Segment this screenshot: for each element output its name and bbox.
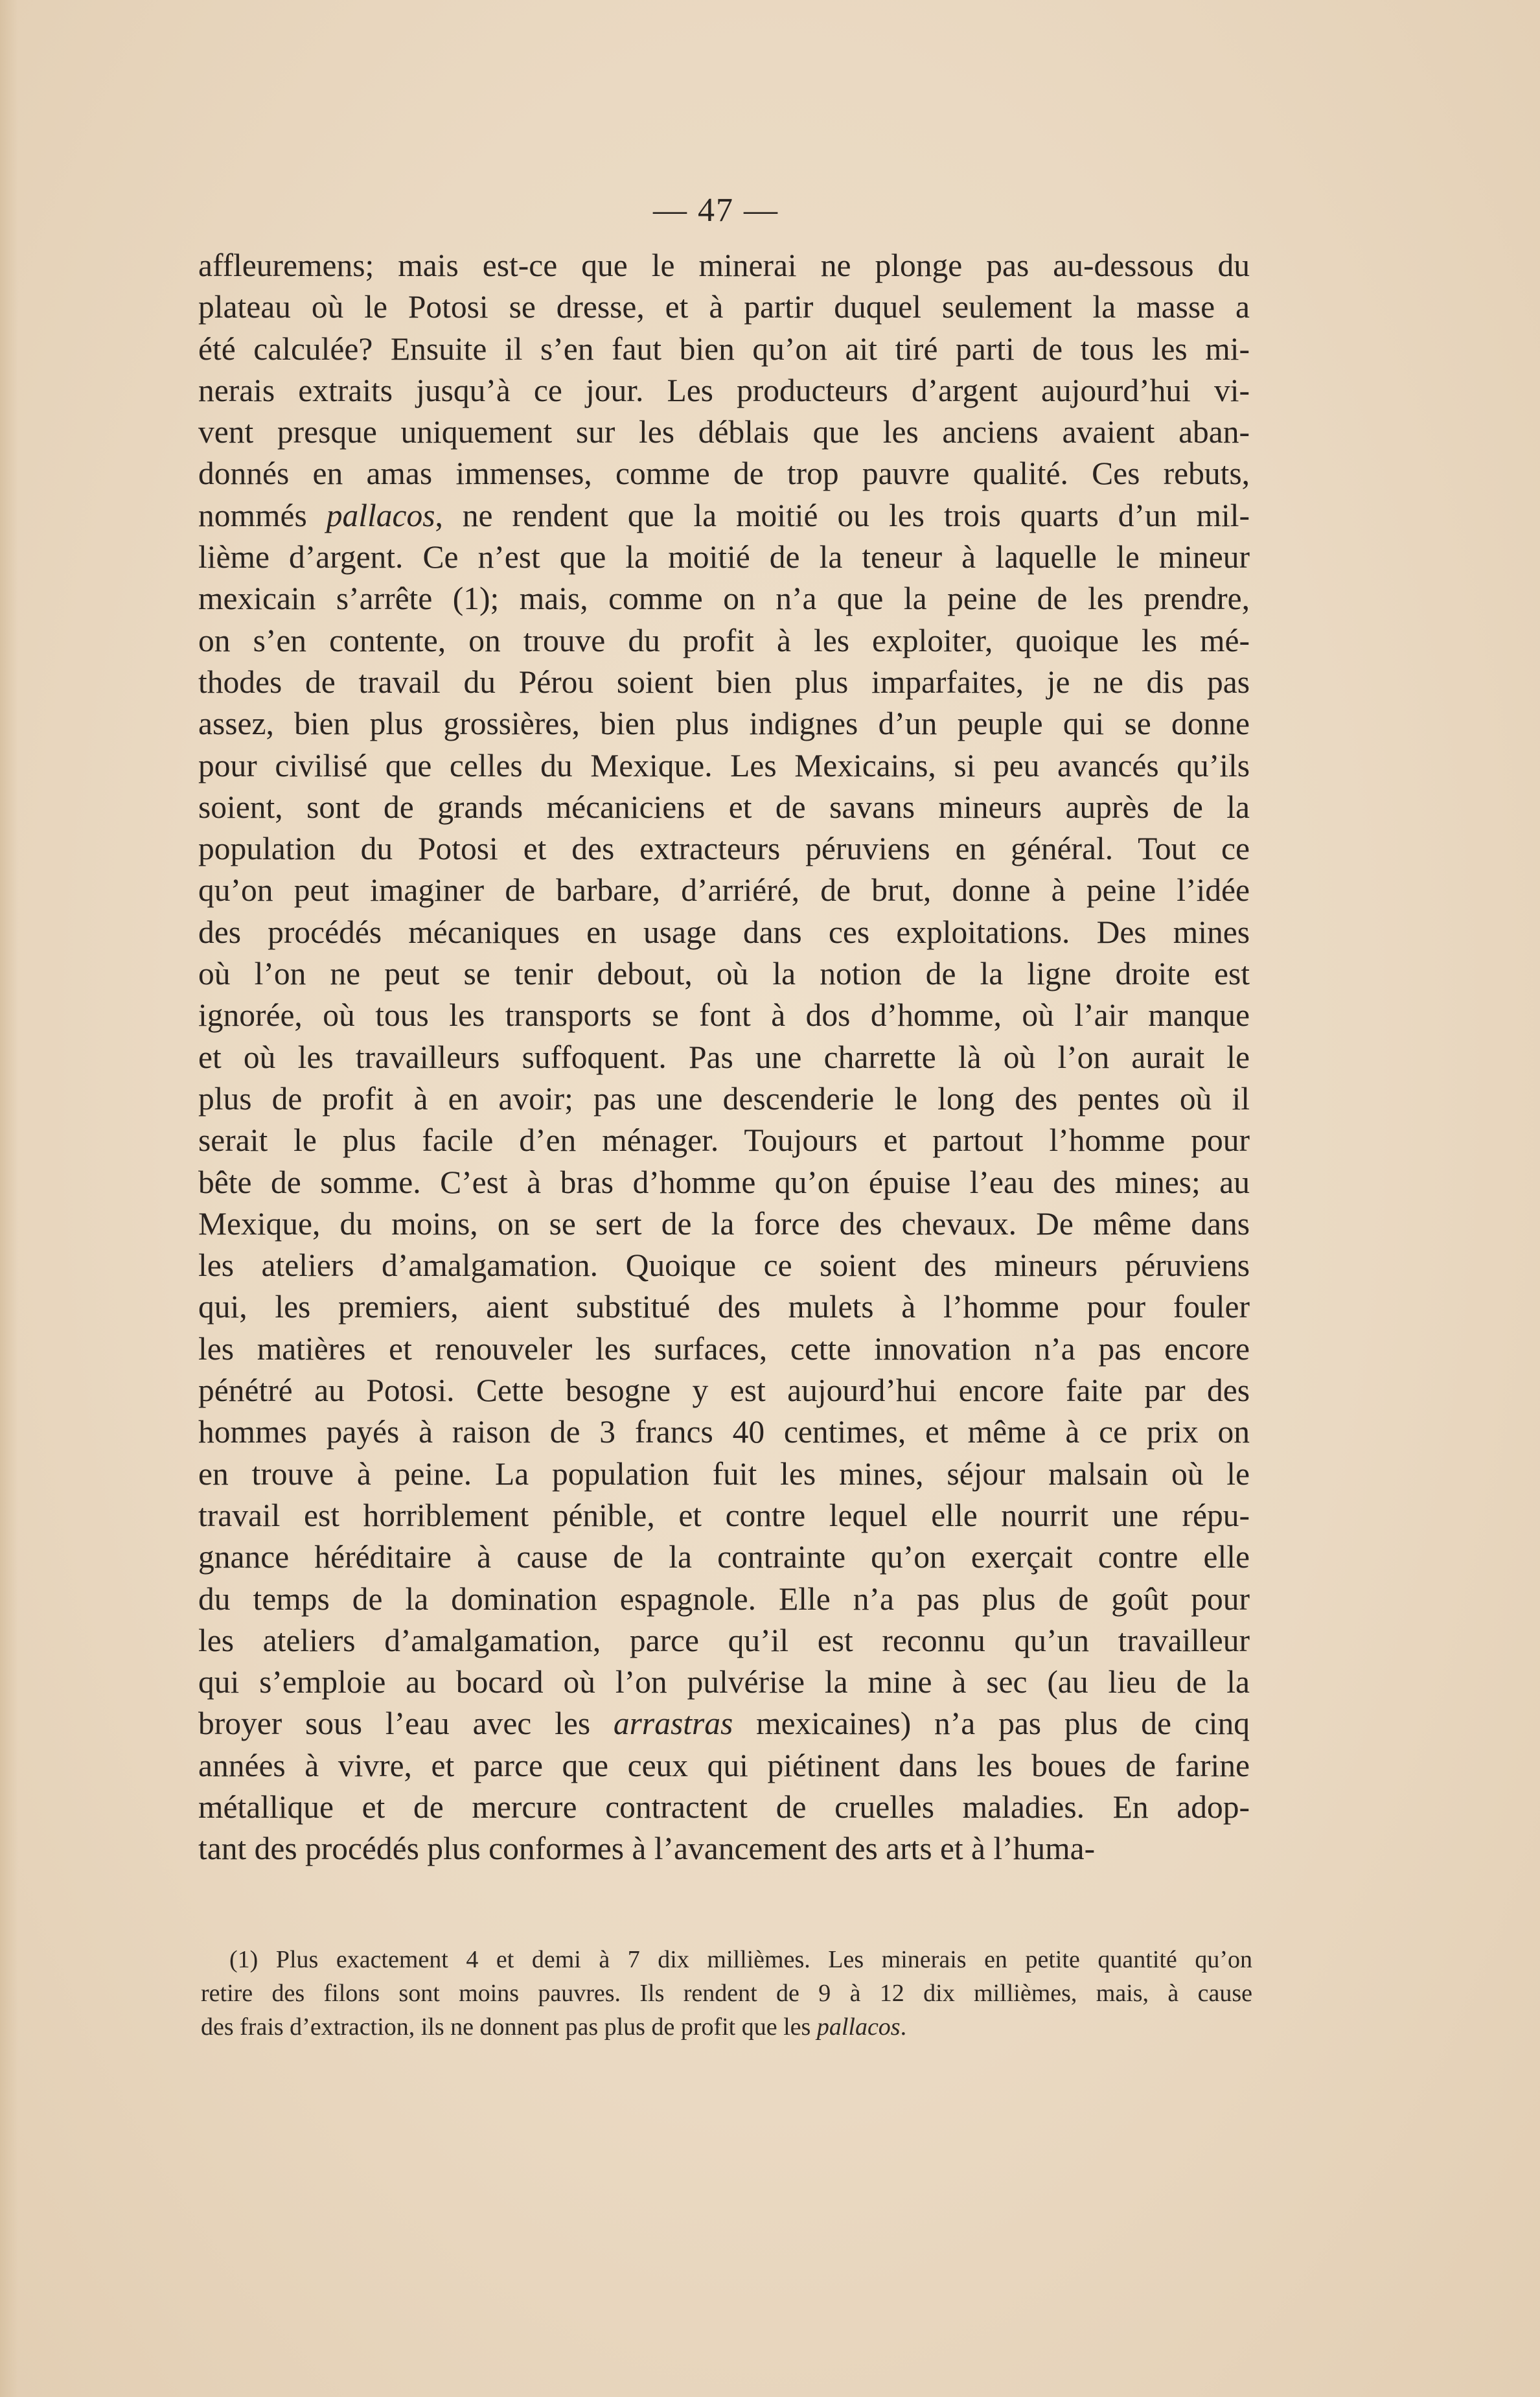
text-line: Mexique, du moins, on se sert de la force des chevaux. De même dans bbox=[198, 1205, 1250, 1242]
text-line: les matières et renouveler les surfaces, cette innovation n’a pas encore bbox=[198, 1330, 1250, 1367]
text-line: été calculée? Ensuite il s’en faut bien qu’on ait tiré parti de tous les mi- bbox=[198, 330, 1250, 367]
footnote-line: (1) Plus exactement 4 et demi à 7 dix millièmes. Les minerais en petite quantité qu’on bbox=[229, 1946, 1252, 1973]
italic-term: pallacos bbox=[326, 497, 435, 533]
text-line: ignorée, où tous les transports se font à dos d’homme, où l’air manque bbox=[198, 997, 1250, 1034]
text-line: on s’en contente, on trouve du profit à les exploiter, quoique les mé- bbox=[198, 622, 1250, 658]
text-line: vent presque uniquement sur les déblais que les anciens avaient aban- bbox=[198, 414, 1250, 450]
italic-term: arrastras bbox=[613, 1706, 733, 1742]
text-line: thodes de travail du Pérou soient bien plus imparfaites, je ne dis pas bbox=[198, 664, 1250, 700]
text-line: travail est horriblement pénible, et contre lequel elle nourrit une répu- bbox=[198, 1497, 1250, 1533]
text-line: les ateliers d’amalgamation. Quoique ce soient des mineurs péruviens bbox=[198, 1247, 1250, 1284]
text-line: qui, les premiers, aient substitué des mulets à l’homme pour fouler bbox=[198, 1289, 1250, 1325]
page-edge-shadow bbox=[0, 0, 18, 2397]
text-line: plateau où le Potosi se dresse, et à partir duquel seulement la masse a bbox=[198, 289, 1250, 325]
footnote-line: des frais d’extraction, ils ne donnent pas plus de profit que les pallacos. bbox=[201, 2013, 907, 2041]
page-number: — 47 — bbox=[653, 192, 779, 229]
text-line: mexicain s’arrête (1); mais, comme on n’a que la peine de les prendre, bbox=[198, 581, 1250, 617]
text-line: nommés pallacos, ne rendent que la moitié ou les trois quarts d’un mil- bbox=[198, 497, 1250, 533]
text-line: du temps de la domination espagnole. Elle n’a pas plus de goût pour bbox=[198, 1581, 1250, 1617]
text-line: assez, bien plus grossières, bien plus indignes d’un peuple qui se donne bbox=[198, 706, 1250, 742]
italic-term: pallacos bbox=[816, 2013, 901, 2041]
text-line: pour civilisé que celles du Mexique. Les Mexicains, si peu avancés qu’ils bbox=[198, 747, 1250, 783]
text-line: tant des procédés plus conformes à l’avancement des arts et à l’huma- bbox=[198, 1831, 1096, 1867]
text-line: lième d’argent. Ce n’est que la moitié de la teneur à laquelle le mineur bbox=[198, 539, 1250, 575]
footnote bbox=[201, 1943, 1252, 2044]
footnote-line: retire des filons sont moins pauvres. Ils rendent de 9 à 12 dix millièmes, mais, à cause bbox=[201, 1980, 1252, 2007]
text-line: années à vivre, et parce que ceux qui piétinent dans les boues de farine bbox=[198, 1747, 1250, 1783]
text-line: bête de somme. C’est à bras d’homme qu’on épuise l’eau des mines; au bbox=[198, 1164, 1250, 1200]
text-line: gnance héréditaire à cause de la contrainte qu’on exerçait contre elle bbox=[198, 1539, 1250, 1575]
text-line: soient, sont de grands mécaniciens et de savans mineurs auprès de la bbox=[198, 789, 1250, 825]
text-line: donnés en amas immenses, comme de trop pauvre qualité. Ces rebuts, bbox=[198, 456, 1250, 492]
text-line: où l’on ne peut se tenir debout, où la notion de la ligne droite est bbox=[198, 956, 1250, 992]
text-line: en trouve à peine. La population fuit les mines, séjour malsain où le bbox=[198, 1455, 1250, 1492]
body-text bbox=[198, 245, 1250, 1870]
text-line: population du Potosi et des extracteurs péruviens en général. Tout ce bbox=[198, 831, 1250, 867]
text-line: nerais extraits jusqu’à ce jour. Les producteurs d’argent aujourd’hui vi- bbox=[198, 372, 1250, 408]
text-line: et où les travailleurs suffoquent. Pas une charrette là où l’on aurait le bbox=[198, 1039, 1250, 1075]
text-line: plus de profit à en avoir; pas une descenderie le long des pentes où il bbox=[198, 1080, 1250, 1117]
text-line: affleuremens; mais est-ce que le minerai ne plonge pas au-dessous du bbox=[198, 248, 1250, 283]
text-line: des procédés mécaniques en usage dans ces exploitations. Des mines bbox=[198, 914, 1250, 950]
text-line: les ateliers d’amalgamation, parce qu’il est reconnu qu’un travailleur bbox=[198, 1622, 1250, 1658]
text-line: hommes payés à raison de 3 francs 40 centimes, et même à ce prix on bbox=[198, 1414, 1250, 1450]
text-line: qui s’emploie au bocard où l’on pulvérise la mine à sec (au lieu de la bbox=[198, 1664, 1250, 1700]
text-line: métallique et de mercure contractent de cruelles maladies. En adop- bbox=[198, 1789, 1250, 1825]
text-line: serait le plus facile d’en ménager. Toujours et partout l’homme pour bbox=[198, 1122, 1250, 1159]
text-line: broyer sous l’eau avec les arrastras mexicaines) n’a pas plus de cinq bbox=[198, 1706, 1250, 1742]
text-line: qu’on peut imaginer de barbare, d’arriéré, de brut, donne à peine l’idée bbox=[198, 872, 1250, 909]
text-line: pénétré au Potosi. Cette besogne y est aujourd’hui encore faite par des bbox=[198, 1372, 1250, 1409]
